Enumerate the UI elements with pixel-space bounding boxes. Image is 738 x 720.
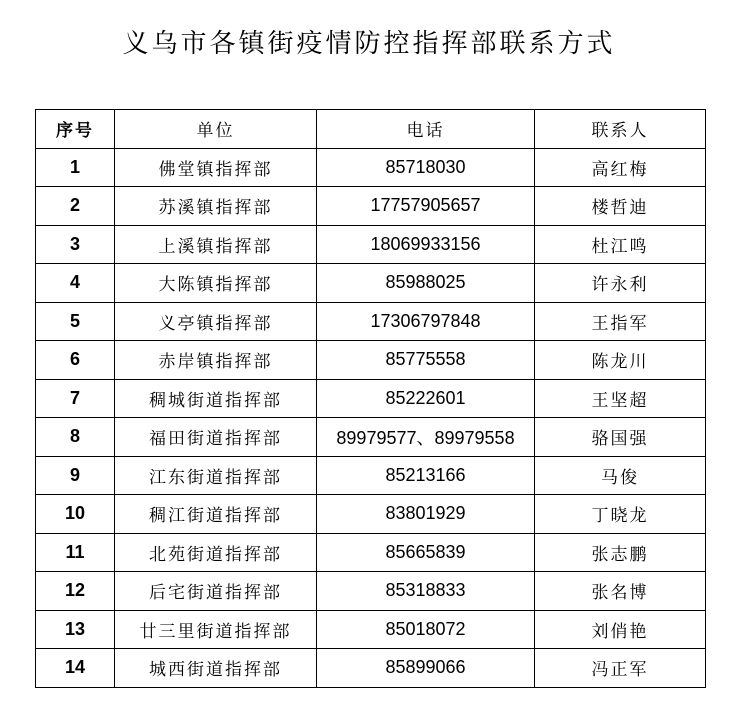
cell-phone: 85318833 <box>317 572 535 611</box>
cell-person: 楼哲迪 <box>535 187 706 226</box>
cell-phone: 85988025 <box>317 264 535 303</box>
cell-seq: 7 <box>36 379 115 418</box>
cell-seq: 6 <box>36 341 115 380</box>
cell-phone: 85018072 <box>317 610 535 649</box>
table-row <box>36 418 706 457</box>
table-row <box>36 187 706 226</box>
cell-phone: 89979577、89979558 <box>317 418 535 457</box>
cell-phone: 17306797848 <box>317 302 535 341</box>
table-row <box>36 379 706 418</box>
table-body <box>36 148 706 687</box>
table-row <box>36 148 706 187</box>
cell-unit: 上溪镇指挥部 <box>115 225 317 264</box>
cell-unit: 福田街道指挥部 <box>115 418 317 457</box>
cell-phone: 85665839 <box>317 533 535 572</box>
cell-person: 骆国强 <box>535 418 706 457</box>
table-row <box>36 456 706 495</box>
cell-seq: 13 <box>36 610 115 649</box>
cell-seq: 1 <box>36 148 115 187</box>
cell-seq: 8 <box>36 418 115 457</box>
cell-unit: 江东街道指挥部 <box>115 456 317 495</box>
cell-seq: 3 <box>36 225 115 264</box>
cell-person: 张志鹏 <box>535 533 706 572</box>
cell-person: 王坚超 <box>535 379 706 418</box>
header-phone: 电话 <box>317 110 535 149</box>
table-header-row <box>36 110 706 149</box>
cell-unit: 稠江街道指挥部 <box>115 495 317 534</box>
cell-unit: 佛堂镇指挥部 <box>115 148 317 187</box>
cell-unit: 赤岸镇指挥部 <box>115 341 317 380</box>
cell-person: 丁晓龙 <box>535 495 706 534</box>
cell-person: 高红梅 <box>535 148 706 187</box>
cell-seq: 14 <box>36 649 115 688</box>
cell-person: 陈龙川 <box>535 341 706 380</box>
table-row <box>36 302 706 341</box>
page-title: 义乌市各镇街疫情防控指挥部联系方式 <box>122 29 616 59</box>
cell-seq: 5 <box>36 302 115 341</box>
table-row <box>36 264 706 303</box>
cell-unit: 后宅街道指挥部 <box>115 572 317 611</box>
cell-phone: 85718030 <box>317 148 535 187</box>
cell-seq: 10 <box>36 495 115 534</box>
cell-person: 杜江鸣 <box>535 225 706 264</box>
cell-person: 马俊 <box>535 456 706 495</box>
cell-seq: 2 <box>36 187 115 226</box>
cell-seq: 11 <box>36 533 115 572</box>
header-person: 联系人 <box>535 110 706 149</box>
cell-unit: 城西街道指挥部 <box>115 649 317 688</box>
table-row <box>36 572 706 611</box>
table-row <box>36 533 706 572</box>
cell-unit: 义亭镇指挥部 <box>115 302 317 341</box>
cell-phone: 85899066 <box>317 649 535 688</box>
cell-seq: 4 <box>36 264 115 303</box>
cell-unit: 稠城街道指挥部 <box>115 379 317 418</box>
cell-person: 王指军 <box>535 302 706 341</box>
cell-person: 许永利 <box>535 264 706 303</box>
cell-unit: 廿三里街道指挥部 <box>115 610 317 649</box>
cell-unit: 北苑街道指挥部 <box>115 533 317 572</box>
cell-phone: 17757905657 <box>317 187 535 226</box>
header-unit: 单位 <box>115 110 317 149</box>
cell-unit: 苏溪镇指挥部 <box>115 187 317 226</box>
cell-phone: 85213166 <box>317 456 535 495</box>
cell-phone: 85775558 <box>317 341 535 380</box>
cell-seq: 9 <box>36 456 115 495</box>
cell-phone: 85222601 <box>317 379 535 418</box>
header-seq: 序号 <box>36 110 115 149</box>
table-row <box>36 225 706 264</box>
contact-table <box>35 109 706 688</box>
cell-unit: 大陈镇指挥部 <box>115 264 317 303</box>
table-row <box>36 649 706 688</box>
table-row <box>36 610 706 649</box>
table-row <box>36 341 706 380</box>
cell-seq: 12 <box>36 572 115 611</box>
cell-phone: 83801929 <box>317 495 535 534</box>
cell-person: 冯正军 <box>535 649 706 688</box>
cell-phone: 18069933156 <box>317 225 535 264</box>
cell-person: 张名博 <box>535 572 706 611</box>
cell-person: 刘俏艳 <box>535 610 706 649</box>
table-row <box>36 495 706 534</box>
